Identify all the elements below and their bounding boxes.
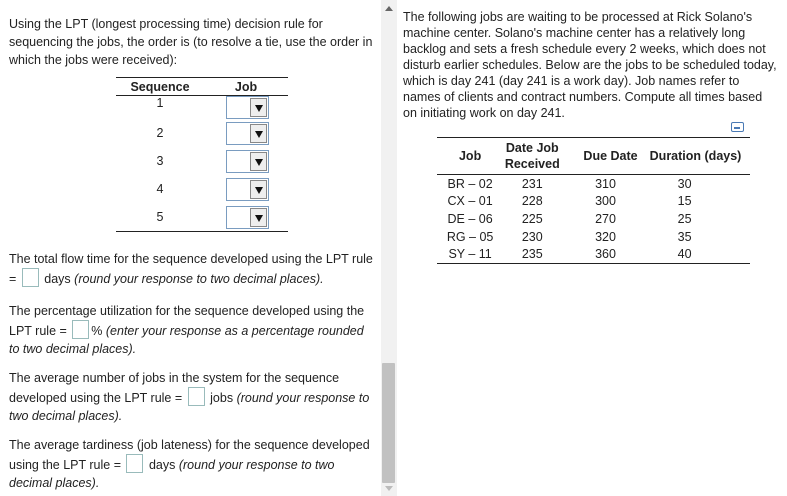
table-row xyxy=(116,119,288,147)
jobs-table xyxy=(437,137,750,264)
chevron-down-icon[interactable] xyxy=(250,180,267,199)
sequence-number: 4 xyxy=(156,182,164,196)
total-flow-time-input[interactable] xyxy=(22,268,39,287)
question-intro: Using the LPT (longest processing time) decision rule for sequencing the jobs, the order is (to resolve a tie, use the order in which the jobs were received): xyxy=(9,17,373,67)
sequence-number: 1 xyxy=(156,96,164,110)
col-due-date: Due Date xyxy=(561,138,649,175)
utilization-input[interactable] xyxy=(72,320,89,339)
job-select-2[interactable] xyxy=(226,122,269,145)
popout-icon[interactable] xyxy=(731,122,744,132)
question-avg-tardiness: The average tardiness (job lateness) for the sequence developed using the LPT rule = days (round your response to two decimal places). xyxy=(9,438,370,490)
table-row: CX – 01 228 300 15 xyxy=(447,194,692,209)
scroll-up-icon[interactable] xyxy=(385,6,393,11)
problem-text: The following jobs are waiting to be processed at Rick Solano's machine center. Solano's machine center has a relatively long backlog and sets a fresh schedule every 2 weeks, which does not disturb earlier schedules. Below are the jobs to be scheduled today, which is day 241 (day 241 is a work day). Job names refer to names of clients and contract numbers. Compute all times based on initiating work on day 241. xyxy=(403,10,777,120)
question-utilization: The percentage utilization for the sequence developed using the LPT rule = % (enter your response as a percentage rounded to two decimal places). xyxy=(9,304,365,356)
table-row: DE – 06 225 270 25 xyxy=(447,211,692,226)
avg-jobs-input[interactable] xyxy=(188,387,205,406)
job-select-3[interactable] xyxy=(226,150,269,173)
col-duration: Duration (days) xyxy=(650,138,750,175)
job-header: Job xyxy=(204,78,288,96)
col-date-received: Date Job Received xyxy=(503,138,561,175)
vertical-scrollbar[interactable] xyxy=(381,0,397,496)
col-job: Job xyxy=(437,138,503,175)
question-avg-jobs: The average number of jobs in the system for the sequence developed using the LPT rule = jobs (round your response to two decimal places). xyxy=(9,371,370,423)
question-total-flow-time: The total flow time for the sequence developed using the LPT rule = days (round your response to two decimal places). xyxy=(9,252,373,286)
table-row: BR – 02 231 310 30 xyxy=(447,176,692,191)
job-select-1[interactable] xyxy=(226,96,269,119)
scrollbar-thumb[interactable] xyxy=(382,363,395,483)
table-row xyxy=(116,203,288,232)
table-row xyxy=(116,175,288,203)
sequence-number: 5 xyxy=(116,203,204,232)
table-row xyxy=(116,147,288,175)
chevron-down-icon[interactable] xyxy=(250,152,267,171)
sequence-number: 2 xyxy=(156,126,164,140)
avg-tardiness-input[interactable] xyxy=(126,454,143,473)
chevron-down-icon[interactable] xyxy=(250,98,267,117)
sequence-number: 3 xyxy=(156,154,164,168)
sequence-table xyxy=(116,77,288,232)
table-row: SY – 11 235 360 40 xyxy=(437,245,750,263)
job-select-5[interactable] xyxy=(226,206,269,229)
scroll-down-icon[interactable] xyxy=(385,486,393,491)
table-row: RG – 05 230 320 35 xyxy=(446,229,692,244)
chevron-down-icon[interactable] xyxy=(250,124,267,143)
job-select-4[interactable] xyxy=(226,178,269,201)
sequence-header: Sequence xyxy=(116,78,204,96)
table-row xyxy=(116,96,288,120)
chevron-down-icon[interactable] xyxy=(250,208,267,227)
